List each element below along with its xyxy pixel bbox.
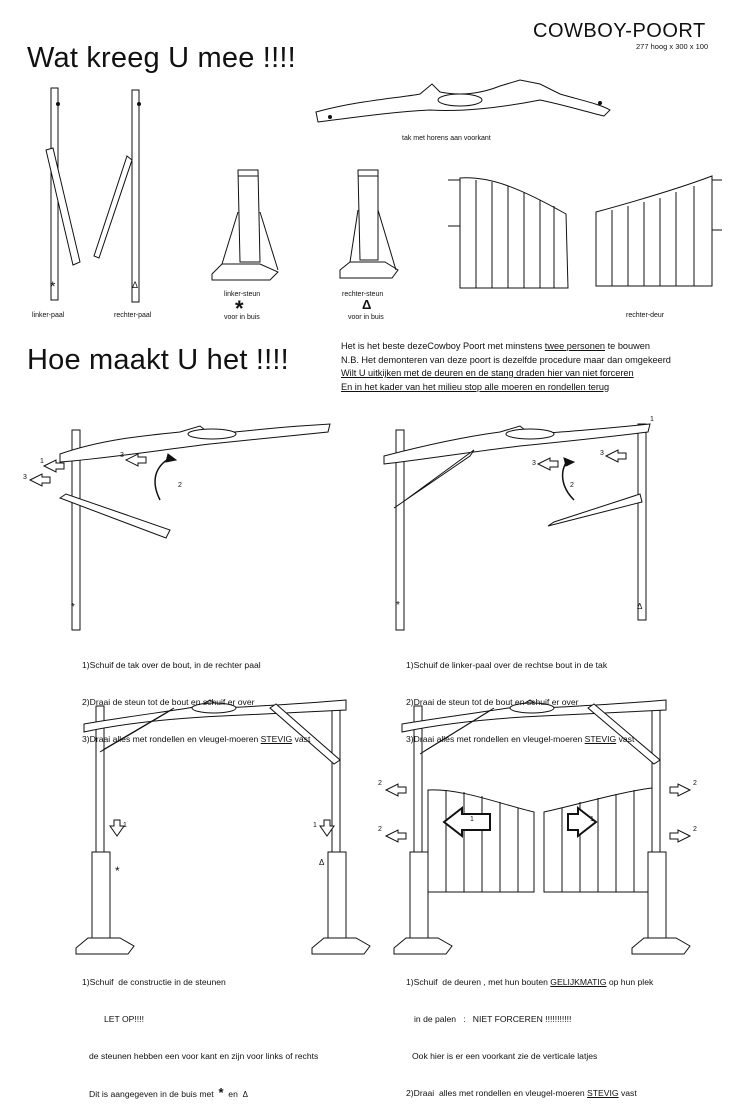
- step-1-line-2: 2)Draai de steun tot de bout en schuif er over: [82, 697, 255, 708]
- note-line-1b: te bouwen: [605, 341, 650, 351]
- left-post-drawing: [46, 88, 80, 300]
- caption-right-support-tube: voor in buis: [348, 314, 384, 321]
- marker-1-step3-right: 1: [313, 822, 317, 829]
- step-2-line-1: 1)Schuif de linker-paal over de rechtse bout in de tak: [406, 659, 608, 670]
- marker-2-step4-d: 2: [693, 826, 697, 833]
- marker-3-step1-b: 3: [120, 452, 124, 459]
- step-2-line-3: [406, 733, 634, 745]
- caption-right-post: rechter-paal: [114, 312, 152, 319]
- marker-2-step4-a: 2: [378, 780, 382, 787]
- step-3-asterisk-symbol: *: [218, 1085, 224, 1101]
- marker-1-step2: 1: [650, 416, 654, 423]
- step-1-line-3b: vast: [292, 734, 311, 745]
- step-4-text: [406, 951, 653, 1112]
- step-3-line-1: 1)Schuif de constructie in de steunen: [82, 976, 226, 987]
- step-2-line-3b: vast: [616, 734, 635, 745]
- note-line-1: [341, 340, 671, 354]
- note-line-4: En in het kader van het milieu stop alle moeren en rondellen terug: [341, 381, 610, 392]
- right-support-drawing: [340, 170, 398, 278]
- branch-drawing: [316, 80, 610, 122]
- right-post-drawing: [94, 90, 141, 302]
- step-4-line-4-emph: STEVIG: [587, 1088, 619, 1099]
- step-1-line-3: [82, 733, 310, 745]
- step-4-line-2: in de palen : NIET FORCEREN !!!!!!!!!!!: [414, 1014, 572, 1025]
- brand-title: COWBOY-POORT: [533, 20, 706, 42]
- marker-2-step4-c: 2: [693, 780, 697, 787]
- marker-3-step1-a: 3: [23, 474, 27, 481]
- marker-3-step2-a: 3: [532, 460, 536, 467]
- right-door-drawing: [596, 176, 722, 286]
- dimensions-label: 277 hoog x 300 x 100: [636, 42, 709, 51]
- marker-1-step4-left-arrow: 1: [470, 816, 474, 823]
- caption-branch: tak met horens aan voorkant: [402, 135, 491, 142]
- marker-1-step4-right-arrow: 1: [590, 816, 594, 823]
- marker-2-step2: 2: [570, 482, 574, 489]
- step-3-line-4a: Dit is aangegeven in de buis met: [89, 1089, 219, 1100]
- step-2-line-2: 2)Draai de steun tot de bout en schuif er over: [406, 697, 579, 708]
- step-1-diagram: [30, 424, 330, 630]
- right-post-triangle: Δ: [132, 280, 139, 290]
- step-3-line-3: de steunen hebben een voor kant en zijn voor links of rechts: [89, 1051, 319, 1062]
- left-support-drawing: [212, 170, 278, 280]
- left-support-asterisk: *: [235, 296, 244, 321]
- step-1-line-3a: 3)Draai alles met rondellen en vleugel-moeren: [82, 734, 261, 745]
- marker-2-step1: 2: [178, 482, 182, 489]
- section-title-parts: Wat kreeg U mee !!!!: [27, 42, 296, 74]
- step-3-text: [82, 951, 318, 1114]
- right-support-triangle: Δ: [362, 297, 372, 312]
- left-door-drawing: [448, 178, 568, 288]
- step-1-text: [82, 634, 310, 758]
- step-4-line-4b: vast: [618, 1088, 637, 1099]
- step-4-line-4a: 2)Draai alles met rondellen en vleugel-moeren: [406, 1088, 588, 1099]
- step-3-line-4: [82, 1087, 318, 1101]
- caption-right-door: rechter-deur: [626, 312, 665, 319]
- step-2-line-3a: 3)Draai alles met rondellen en vleugel-moeren: [406, 734, 585, 745]
- step3-asterisk: *: [115, 864, 120, 878]
- step-1-line-1: 1)Schuif de tak over de bout, in de rechter paal: [82, 659, 261, 670]
- step2-triangle: Δ: [637, 602, 643, 611]
- step-4-line-1: [406, 976, 653, 988]
- section-title-instructions: Hoe maakt U het !!!!: [27, 344, 289, 376]
- step-2-line-3-emph: STEVIG: [584, 734, 617, 745]
- step-2-diagram: [384, 424, 650, 630]
- note-line-2: N.B. Het demonteren van deze poort is dezelfde procedure maar dan omgekeerd: [341, 354, 671, 365]
- caption-right-support: rechter-steun: [342, 291, 384, 298]
- step2-asterisk: *: [396, 600, 400, 611]
- caption-left-support-tube: voor in buis: [224, 314, 260, 321]
- step-4-line-1-emph: GELIJKMATIG: [550, 976, 607, 987]
- marker-3-step2-b: 3: [600, 450, 604, 457]
- step-4-line-1b: op hun plek: [606, 976, 654, 987]
- note-line-3: Wilt U uitkijken met de deuren en de stang draden hier van niet forceren: [341, 368, 634, 378]
- marker-1-step1: 1: [40, 458, 44, 465]
- step-3-triangle-symbol: Δ: [242, 1090, 248, 1100]
- step-3-line-4b: en: [223, 1089, 243, 1100]
- notes-block: [341, 340, 671, 394]
- caption-left-post: linker-paal: [32, 312, 65, 319]
- note-line-1-underlined: twee personen: [544, 341, 606, 351]
- note-line-1a: Het is het beste dezeCowboy Poort met minstens: [341, 341, 545, 351]
- step1-asterisk: *: [71, 602, 75, 613]
- step-4-line-4: [406, 1087, 653, 1099]
- step-2-text: [406, 634, 634, 758]
- marker-2-step4-b: 2: [378, 826, 382, 833]
- step-3-line-2: LET OP!!!!: [104, 1014, 144, 1025]
- caption-left-support: linker-steun: [224, 291, 261, 298]
- marker-1-step3-left: 1: [123, 822, 127, 829]
- step-4-line-1a: 1)Schuif de deuren , met hun bouten: [406, 976, 551, 987]
- step3-triangle: Δ: [319, 858, 325, 867]
- step-1-line-3-emph: STEVIG: [260, 734, 293, 745]
- left-post-asterisk: *: [50, 278, 56, 294]
- step-4-line-3: Ook hier is er een voorkant zie de verticale latjes: [412, 1051, 598, 1062]
